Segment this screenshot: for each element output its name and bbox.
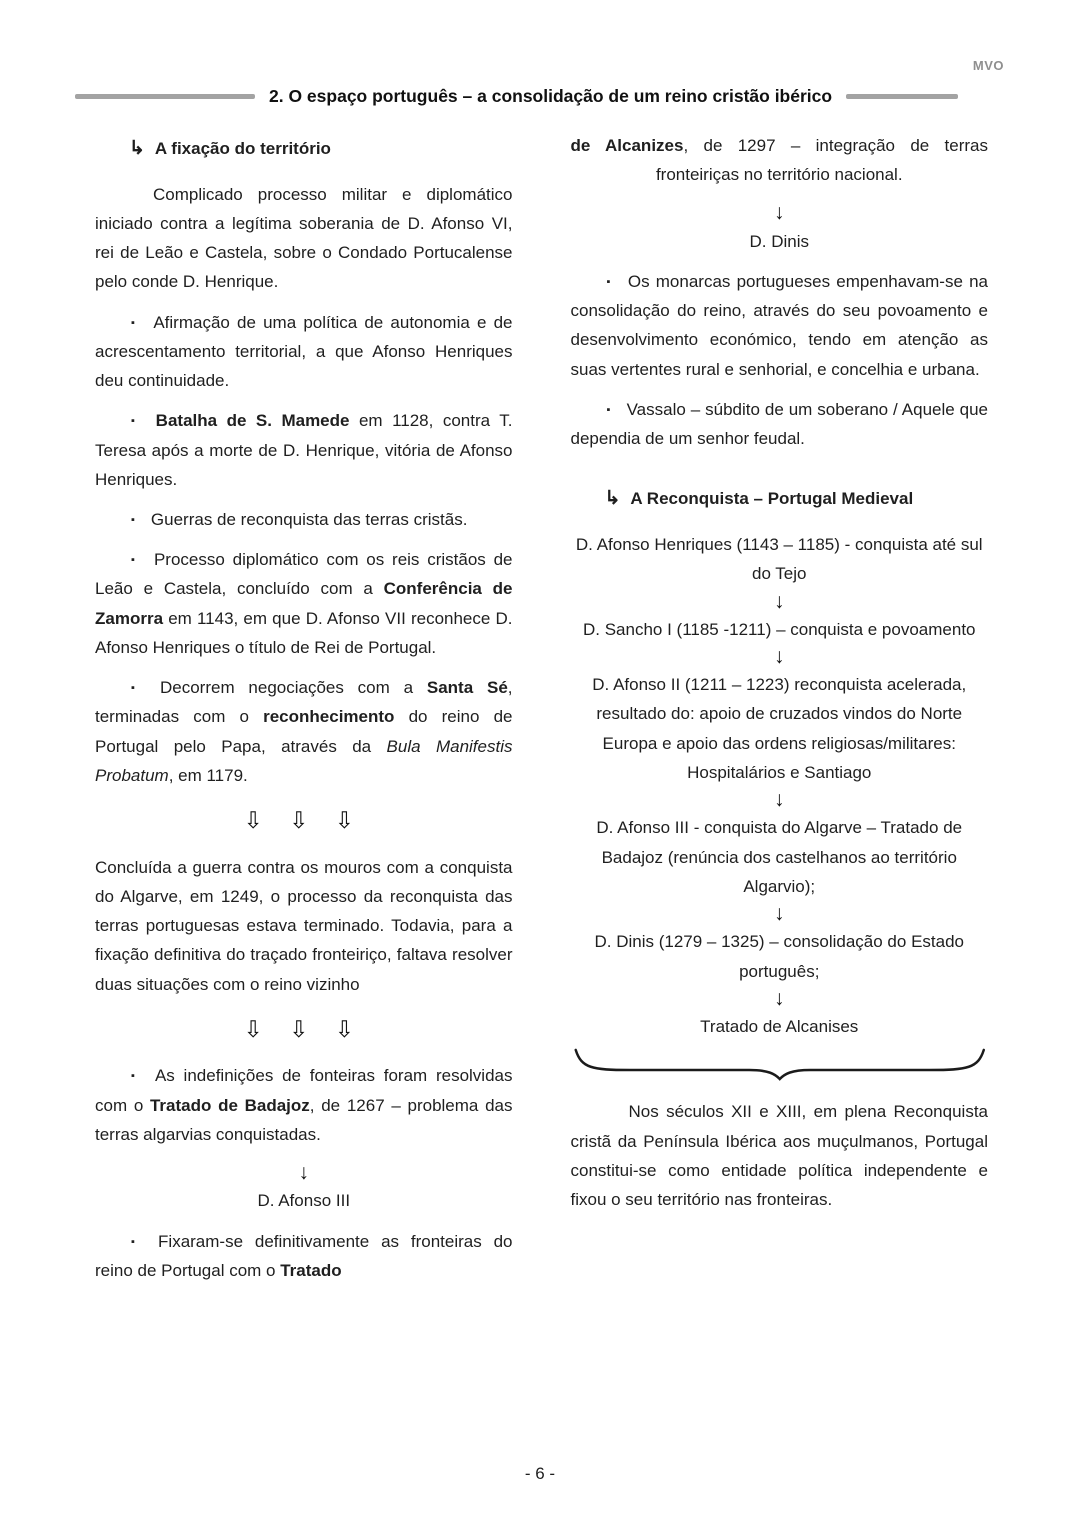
underbrace-graphic bbox=[571, 1045, 989, 1081]
paragraph bbox=[95, 180, 513, 297]
bullet-icon: ▪ bbox=[606, 403, 611, 416]
text-segment: , de 1267 – problema das terras algarvias conquistadas. bbox=[95, 1095, 513, 1144]
flow-step bbox=[571, 1012, 989, 1041]
text-segment: de Alcanizes bbox=[570, 136, 684, 155]
text-segment: Complicado processo militar e diplomático iniciado contra a legítima soberania de D. Afonso VI, rei de Leão e Castela, sobre o Condado Portucalense pelo conde D. Henrique. bbox=[95, 184, 513, 292]
bullet-icon: ▪ bbox=[131, 554, 138, 567]
text-segment: , terminadas com o bbox=[95, 678, 513, 727]
flow-step bbox=[571, 670, 989, 787]
text-segment: do reino de Portugal pelo Papa, através da bbox=[95, 707, 513, 756]
bullet-item bbox=[95, 406, 513, 494]
bullet-item bbox=[95, 308, 513, 396]
triple-down-arrows: ⇩ ⇩ ⇩ bbox=[243, 1015, 365, 1042]
down-arrow-icon: ↓ bbox=[774, 644, 785, 668]
text-segment: A Reconquista – Portugal Medieval bbox=[630, 489, 914, 509]
text-segment: Bula Manifestis Probatum bbox=[95, 736, 513, 785]
bullet-item bbox=[95, 673, 513, 790]
bullet-item bbox=[95, 1227, 513, 1285]
text-segment: Nos séculos XII e XIII, em plena Reconquista cristã da Península Ibérica aos muçulmanos, Portugal constitui-se como entidade política independente e fixou o seu território nas fronteiras. bbox=[570, 1102, 988, 1210]
bullet-icon: ▪ bbox=[131, 514, 135, 527]
triple-down-arrows: ⇩ ⇩ ⇩ bbox=[243, 807, 365, 834]
flow-step bbox=[571, 813, 989, 901]
text-segment: Santa Sé bbox=[426, 678, 508, 698]
text-segment: Processo diplomático com os reis cristãos de Leão e Castela, concluído com a bbox=[95, 550, 513, 599]
down-arrow-icon: ↓ bbox=[774, 902, 785, 926]
bullet-icon: ▪ bbox=[131, 682, 144, 695]
right-column bbox=[571, 131, 989, 1296]
header-rule-right bbox=[846, 94, 958, 99]
text-segment: Os monarcas portugueses empenhavam-se na consolidação do reino, através do seu povoamento e desenvolvimento económico, tendo em atenção as suas vertentes rural e senhorial, e concelhia e urbana. bbox=[570, 271, 988, 379]
text-segment: D. Afonso Henriques (1143 – 1185) - conquista até sul do Tejo bbox=[575, 535, 983, 584]
branch-arrow-icon: ↳ bbox=[129, 138, 145, 159]
bullet-icon: ▪ bbox=[131, 1235, 143, 1248]
bullet-icon: ▪ bbox=[131, 415, 140, 428]
text-segment: Tratado bbox=[280, 1260, 342, 1280]
bullet-item bbox=[95, 545, 513, 662]
text-segment: , em 1179. bbox=[168, 765, 248, 785]
down-arrow-icon: ↓ bbox=[774, 986, 785, 1010]
flow-step bbox=[571, 615, 989, 644]
paragraph-continuation bbox=[571, 131, 989, 189]
page-title: 2. O espaço português – a consolidação de um reino cristão ibérico bbox=[269, 86, 833, 106]
bullet-icon: ▪ bbox=[606, 275, 612, 288]
text-segment: D. Sancho I (1185 -1211) – conquista e povoamento bbox=[582, 619, 976, 639]
text-segment: Tratado de Badajoz bbox=[149, 1095, 310, 1115]
header-rule-left bbox=[75, 94, 255, 99]
text-segment: D. Afonso III bbox=[257, 1191, 351, 1211]
bullet-item bbox=[571, 267, 989, 384]
section-heading-fixacao bbox=[95, 133, 513, 166]
underbrace-icon bbox=[571, 1045, 989, 1081]
text-segment: em 1128, contra T. Teresa após a morte de D. Henrique, vitória de Afonso Henriques. bbox=[95, 411, 513, 489]
text-segment: Afirmação de uma política de autonomia e de acrescentamento territorial, a que Afonso Henriques deu continuidade. bbox=[95, 312, 513, 391]
left-column bbox=[95, 131, 513, 1296]
two-column-body bbox=[95, 131, 988, 1296]
text-segment: Tratado de Alcanises bbox=[700, 1017, 859, 1037]
paragraph bbox=[95, 853, 513, 999]
text-segment: Vassalo – súbdito de um soberano / Aquele que dependia de um senhor feudal. bbox=[570, 399, 988, 449]
text-segment: em 1143, em que D. Afonso VII reconhece D. Afonso Henriques o título de Rei de Portugal. bbox=[95, 608, 513, 657]
down-arrow-icon: ↓ bbox=[774, 589, 785, 613]
text-segment: D. Afonso III - conquista do Algarve – Tratado de Badajoz (renúncia dos castelhanos ao território Algarvio); bbox=[596, 818, 963, 896]
text-segment: Guerras de reconquista das terras cristãs. bbox=[150, 510, 468, 530]
text-segment: D. Dinis (1279 – 1325) – consolidação do Estado português; bbox=[594, 932, 964, 981]
flow-step bbox=[571, 530, 989, 588]
bullet-item bbox=[95, 505, 513, 534]
text-segment: Batalha de S. Mamede bbox=[155, 411, 350, 431]
down-arrow-icon: ↓ bbox=[298, 1161, 309, 1185]
bullet-icon: ▪ bbox=[131, 316, 138, 329]
text-segment: Fixaram-se definitivamente as fronteiras do reino de Portugal com o bbox=[95, 1231, 513, 1280]
flow-step bbox=[571, 927, 989, 985]
text-segment: Conferência de Zamorra bbox=[95, 579, 513, 628]
text-segment: Decorrem negociações com a bbox=[159, 678, 427, 698]
text-segment: D. Afonso II (1211 – 1223) reconquista acelerada, resultado do: apoio de cruzados vindos do Norte Europa e apoio das ordens religiosas/militares: Hospitalários e Santiago bbox=[592, 675, 967, 782]
flow-label bbox=[95, 1186, 513, 1215]
text-segment: As indefinições de fonteiras foram resolvidas com o bbox=[95, 1066, 513, 1115]
text-segment: reconhecimento bbox=[263, 707, 395, 727]
text-segment: , de 1297 – integração de terras fronteiriças no território nacional. bbox=[655, 136, 988, 185]
bullet-icon: ▪ bbox=[131, 1070, 139, 1083]
text-segment: Concluída a guerra contra os mouros com a conquista do Algarve, em 1249, o processo da reconquista das terras portuguesas estava terminado. Todavia, para a fixação definitiva do traçado fronteiriço, faltava resolver duas situações com o reino vizinho bbox=[95, 857, 513, 994]
paragraph bbox=[571, 1097, 989, 1214]
page-header bbox=[75, 0, 1005, 107]
page-number: - 6 - bbox=[524, 1464, 556, 1483]
text-segment: D. Dinis bbox=[749, 231, 809, 251]
branch-arrow-icon: ↳ bbox=[604, 488, 621, 510]
down-arrow-icon: ↓ bbox=[774, 788, 785, 812]
down-arrow-icon: ↓ bbox=[774, 201, 785, 225]
bullet-item bbox=[95, 1061, 513, 1149]
text-segment: A fixação do território bbox=[154, 139, 331, 158]
section-heading-reconquista bbox=[571, 483, 989, 516]
bullet-item bbox=[571, 395, 989, 453]
flow-label bbox=[571, 227, 989, 256]
watermark-initials: MVO bbox=[972, 58, 1004, 73]
